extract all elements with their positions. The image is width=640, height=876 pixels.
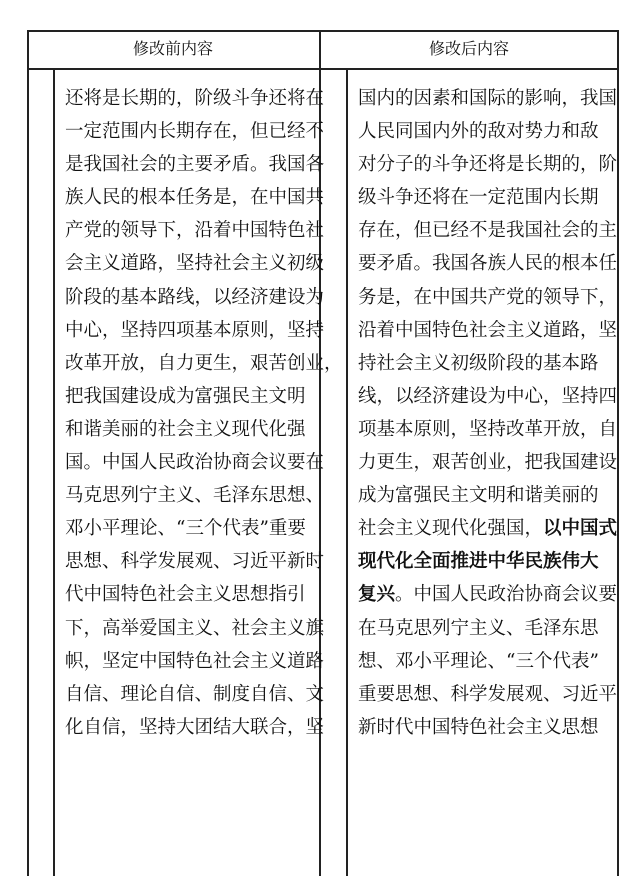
text-line: 自信、理论自信、制度自信、文 [65,683,325,705]
text-line: 想、邓小平理论、“三个代表” [358,650,599,672]
text-line: 中心，坚持四项基本原则，坚持 [65,319,325,341]
text-line: 一定范围内长期存在，但已经不 [65,121,325,143]
text-line: 是我国社会的主要矛盾。我国各 [65,154,325,176]
text-line: 马克思列宁主义、毛泽东思想、 [65,485,325,507]
table-left-border [27,30,29,876]
text-line [358,512,617,545]
before-column-text [65,82,343,744]
text-line: 阶段的基本路线，以经济建设为 [65,286,325,308]
header-after: 修改后内容 [428,39,509,58]
left-inner-margin-line [53,68,55,876]
text-line: 务是，在中国共产党的领导下， [358,286,618,308]
text-line: 还将是长期的，阶级斗争还将在 [65,88,325,109]
text-line: 国。中国人民政治协商会议要在 [65,452,325,474]
text-segment: 社会主义现代化强国， [358,518,544,540]
text-line: 人民同国内外的敌对势力和敌 [358,121,599,143]
text-line: 对分子的斗争还将是长期的，阶 [358,154,618,176]
text-line: 思想、科学发展观、习近平新时 [65,551,325,573]
after-column-text [358,82,617,744]
text-line: 沿着中国特色社会主义道路，坚 [358,319,618,341]
text-line: 项基本原则，坚持改革开放，自 [358,418,618,440]
text-line: 改革开放，自力更生，艰苦创业， [65,352,343,374]
highlighted-added-text: 以中国式 [543,518,618,540]
comparison-table [27,30,619,876]
text-line: 存在，但已经不是我国社会的主 [358,220,618,242]
text-line: 成为富强民主文明和谐美丽的 [358,485,599,507]
text-line: 持社会主义初级阶段的基本路 [358,352,599,374]
highlighted-added-text: 复兴 [358,584,396,606]
text-line: 产党的领导下，沿着中国特色社 [65,220,325,242]
text-line: 代中国特色社会主义思想指引 [65,584,306,606]
text-line: 帜，坚定中国特色社会主义道路 [65,650,325,672]
right-inner-margin-line [346,68,348,876]
text-line: 级斗争还将在一定范围内长期 [358,187,599,209]
text-line: 把我国建设成为富强民主文明 [65,385,306,407]
text-line: 和谐美丽的社会主义现代化强 [65,418,306,440]
text-line: 重要思想、科学发展观、习近平 [358,683,618,705]
header-divider [27,68,619,70]
text-line: 在马克思列宁主义、毛泽东思 [358,617,599,639]
text-line: 下，高举爱国主义、社会主义旗 [65,617,325,639]
highlighted-added-text: 现代化全面推进中华民族伟大 [358,551,599,573]
text-line [358,578,617,611]
text-line: 邓小平理论、“三个代表”重要 [65,518,306,540]
text-segment: 。中国人民政治协商会议要 [395,584,618,606]
text-line: 化自信，坚持大团结大联合，坚 [65,716,325,738]
text-line: 会主义道路，坚持社会主义初级 [65,253,325,275]
text-line [358,545,617,578]
text-line: 新时代中国特色社会主义思想 [358,716,599,738]
text-line: 要矛盾。我国各族人民的根本任 [358,253,618,275]
header-before: 修改前内容 [132,39,213,58]
text-line: 族人民的根本任务是，在中国共 [65,187,325,209]
table-right-border [617,30,619,876]
text-line: 线，以经济建设为中心，坚持四 [358,385,618,407]
text-line: 力更生，艰苦创业，把我国建设 [358,452,618,474]
text-line: 国内的因素和国际的影响，我国 [358,88,618,109]
